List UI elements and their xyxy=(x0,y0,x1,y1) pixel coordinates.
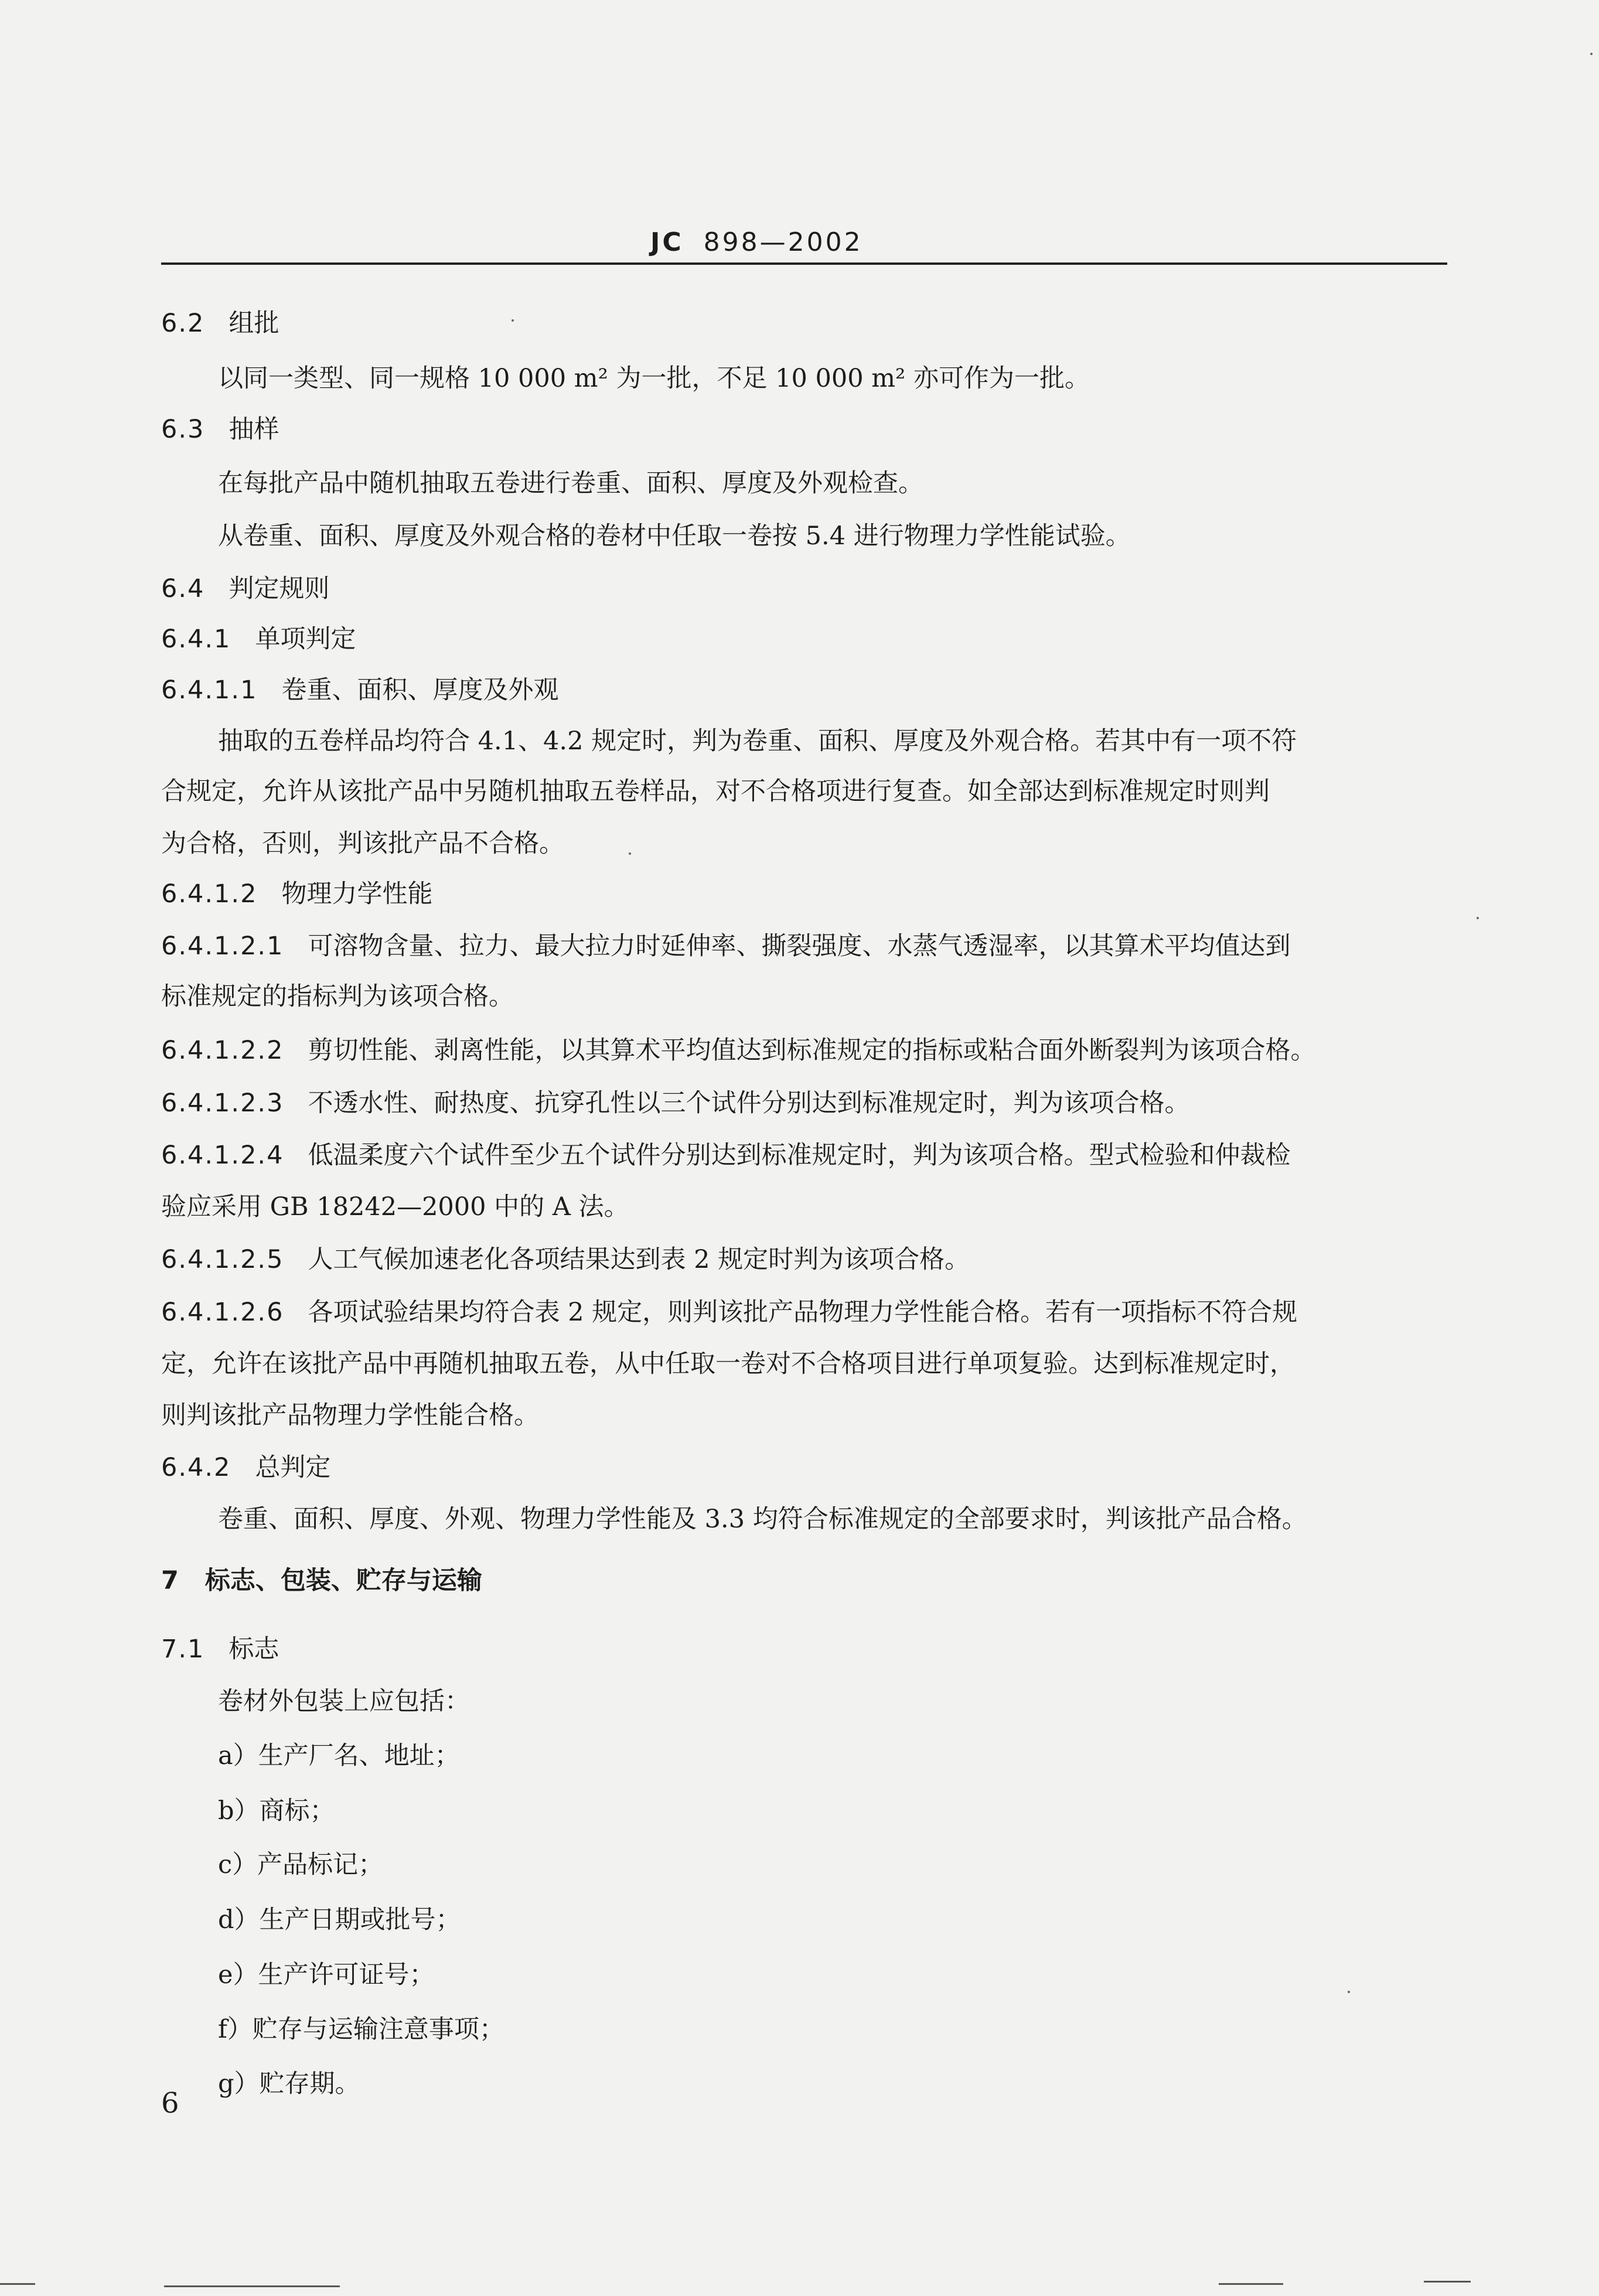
paragraph: 以同一类型、同一规格 10 000 m² 为一批，不足 10 000 m² 亦可作为一批。 xyxy=(218,364,1090,393)
scan-artifact xyxy=(1219,2283,1283,2285)
paragraph-line: 定，允许在该批产品中再随机抽取五卷，从中任取一卷对不合格项目进行单项复验。达到标准规定时， xyxy=(161,1349,1295,1379)
scan-speck xyxy=(629,852,631,855)
scan-artifact xyxy=(0,2283,35,2285)
heading-6-4: 6.4 判定规则 xyxy=(161,574,330,603)
heading-6-4-1-2: 6.4.1.2 物理力学性能 xyxy=(161,879,433,909)
clause-6-4-1-2-3: 6.4.1.2.3 不透水性、耐热度、抗穿孔性以三个试件分别达到标准规定时，判为该项合格。 xyxy=(161,1089,1190,1118)
clause-6-4-1-2-1: 6.4.1.2.1 可溶物含量、拉力、最大拉力时延伸率、撕裂强度、水蒸气透湿率，以其算术平均值达到 xyxy=(161,932,1291,961)
paragraph: 从卷重、面积、厚度及外观合格的卷材中任取一卷按 5.4 进行物理力学性能试验。 xyxy=(218,521,1131,551)
heading-6-4-2: 6.4.2 总判定 xyxy=(161,1453,331,1482)
standard-number: 898—2002 xyxy=(703,227,863,257)
paragraph-line: 标准规定的指标判为该项合格。 xyxy=(161,982,514,1011)
clause-6-4-1-2-2: 6.4.1.2.2 剪切性能、剥离性能，以其算术平均值达到标准规定的指标或粘合面外断裂判为该项合格。 xyxy=(161,1036,1316,1065)
paragraph-line: 合规定，允许从该批产品中另随机抽取五卷样品，对不合格项进行复查。如全部达到标准规定时则判 xyxy=(161,777,1270,806)
list-item: b）商标； xyxy=(218,1796,335,1826)
list-item: f）贮存与运输注意事项； xyxy=(218,2015,504,2044)
scan-speck xyxy=(1477,917,1479,919)
header-rule xyxy=(161,262,1447,265)
page-number: 6 xyxy=(161,2087,179,2120)
heading-7: 7 标志、包装、贮存与运输 xyxy=(161,1566,482,1595)
paragraph-line: 为合格，否则，判该批产品不合格。 xyxy=(161,829,564,858)
paragraph: 卷重、面积、厚度、外观、物理力学性能及 3.3 均符合标准规定的全部要求时，判该批产品合格。 xyxy=(218,1504,1307,1534)
heading-6-4-1: 6.4.1 单项判定 xyxy=(161,625,356,654)
paragraph: 在每批产品中随机抽取五卷进行卷重、面积、厚度及外观检查。 xyxy=(218,469,923,498)
paragraph-line: 验应采用 GB 18242—2000 中的 A 法。 xyxy=(161,1192,629,1222)
clause-6-4-1-2-4: 6.4.1.2.4 低温柔度六个试件至少五个试件分别达到标准规定时，判为该项合格。型式检验和仲裁检 xyxy=(161,1141,1291,1170)
standard-header xyxy=(650,227,863,257)
scan-speck xyxy=(512,319,514,322)
list-item: c）产品标记； xyxy=(218,1850,384,1879)
heading-6-2: 6.2 组批 xyxy=(161,309,279,338)
standard-code: JC xyxy=(650,227,684,257)
paragraph: 卷材外包装上应包括： xyxy=(218,1687,470,1716)
scan-speck xyxy=(1348,1991,1350,1993)
heading-6-3: 6.3 抽样 xyxy=(161,415,279,444)
scan-artifact xyxy=(164,2285,340,2287)
heading-7-1: 7.1 标志 xyxy=(161,1635,279,1664)
paragraph-line: 则判该批产品物理力学性能合格。 xyxy=(161,1401,539,1430)
scan-speck xyxy=(1590,53,1593,55)
list-item: a）生产厂名、地址； xyxy=(218,1741,460,1770)
clause-6-4-1-2-6: 6.4.1.2.6 各项试验结果均符合表 2 规定，则判该批产品物理力学性能合格。若有一项指标不符合规 xyxy=(161,1298,1298,1327)
list-item: g）贮存期。 xyxy=(218,2069,360,2099)
clause-6-4-1-2-5: 6.4.1.2.5 人工气候加速老化各项结果达到表 2 规定时判为该项合格。 xyxy=(161,1245,970,1274)
list-item: e）生产许可证号； xyxy=(218,1960,435,1990)
list-item: d）生产日期或批号； xyxy=(218,1905,461,1935)
paragraph-line: 抽取的五卷样品均符合 4.1、4.2 规定时，判为卷重、面积、厚度及外观合格。若其中有一项不符 xyxy=(218,726,1297,756)
heading-6-4-1-1: 6.4.1.1 卷重、面积、厚度及外观 xyxy=(161,676,559,705)
scan-artifact xyxy=(1424,2281,1471,2283)
